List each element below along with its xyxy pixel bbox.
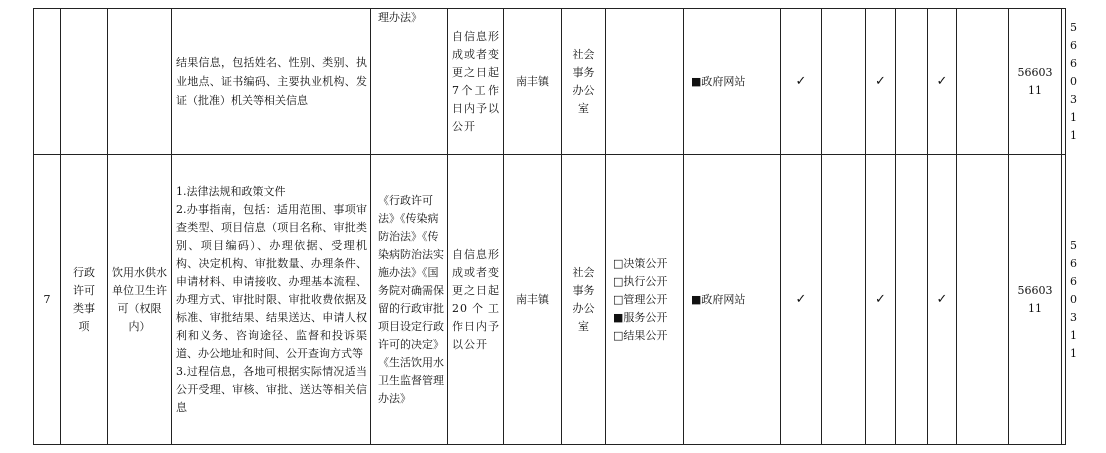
check-mark: [896, 9, 928, 155]
check-mark: ✓: [866, 155, 896, 445]
row-index: 7: [34, 155, 61, 445]
item-cell: 饮用水供水单位卫生许可（权限内）: [108, 155, 172, 445]
table-row: [34, 9, 1066, 155]
time-limit-cell: 自信息形成或者变更之日起20个工作日内予以公开: [448, 155, 504, 445]
check-mark: [957, 9, 1009, 155]
check-mark: [822, 9, 866, 155]
check-mark: [896, 155, 928, 445]
phone-cell: 5660311: [1009, 9, 1062, 155]
row-index: [34, 9, 61, 155]
check-mark: ✓: [928, 9, 957, 155]
phone-cell: 5660311: [1009, 155, 1062, 445]
scope-cell: [606, 9, 684, 155]
content-cell: 1.法律法规和政策文件 2.办事指南，包括：适用范围、事项审查类型、项目信息（项目名称、审批类别、项目编码）、办理依据、受理机构、决定机构、审批数量、办理条件、申请材料、申请接收、办理基本流程、办理方式、审批时限、审批收费依据及标准、审批结果、结果送达、申请人权利和义务、咨询途径、监督和投诉渠道、办公地址和时间、公开查询方式等 3.过程信息，各地可根据实际情况适当公开受理、审核、审批、送达等相关信息: [172, 155, 371, 445]
time-limit-cell: 自信息形成或者变更之日起7个工作日内予以公开: [448, 9, 504, 155]
subject-cell: 南丰镇: [504, 155, 562, 445]
table-row: [34, 155, 1066, 445]
scope-cell: □决策公开 □执行公开 □管理公开 ■服务公开 □结果公开: [606, 155, 684, 445]
item-cell: [108, 9, 172, 155]
channel-cell: ■政府网站: [684, 9, 781, 155]
check-mark: ✓: [866, 9, 896, 155]
content-cell: 结果信息，包括姓名、性别、类别、执业地点、证书编码、主要执业机构、发证（批准）机关等相关信息: [172, 9, 371, 155]
phone-cell: 5660311: [1062, 9, 1066, 155]
subject-cell: 南丰镇: [504, 9, 562, 155]
category-cell: [61, 9, 108, 155]
basis-cell: 理办法》: [371, 9, 448, 155]
check-mark: ✓: [781, 9, 822, 155]
check-mark: [957, 155, 1009, 445]
check-mark: [822, 155, 866, 445]
check-mark: ✓: [928, 155, 957, 445]
category-cell: 行政许可类事项: [61, 155, 108, 445]
channel-cell: ■政府网站: [684, 155, 781, 445]
basis-cell: 《行政许可法》《传染病防治法》《传染病防治法实施办法》《国务院对确需保留的行政审批项目设定行政许可的决定》《生活饮用水卫生监督管理办法》: [371, 155, 448, 445]
phone-cell: 5660311: [1062, 155, 1066, 445]
check-mark: ✓: [781, 155, 822, 445]
department-cell: 社会事务办公室: [562, 155, 606, 445]
department-cell: 社会事务办公室: [562, 9, 606, 155]
disclosure-table: [33, 8, 1077, 445]
